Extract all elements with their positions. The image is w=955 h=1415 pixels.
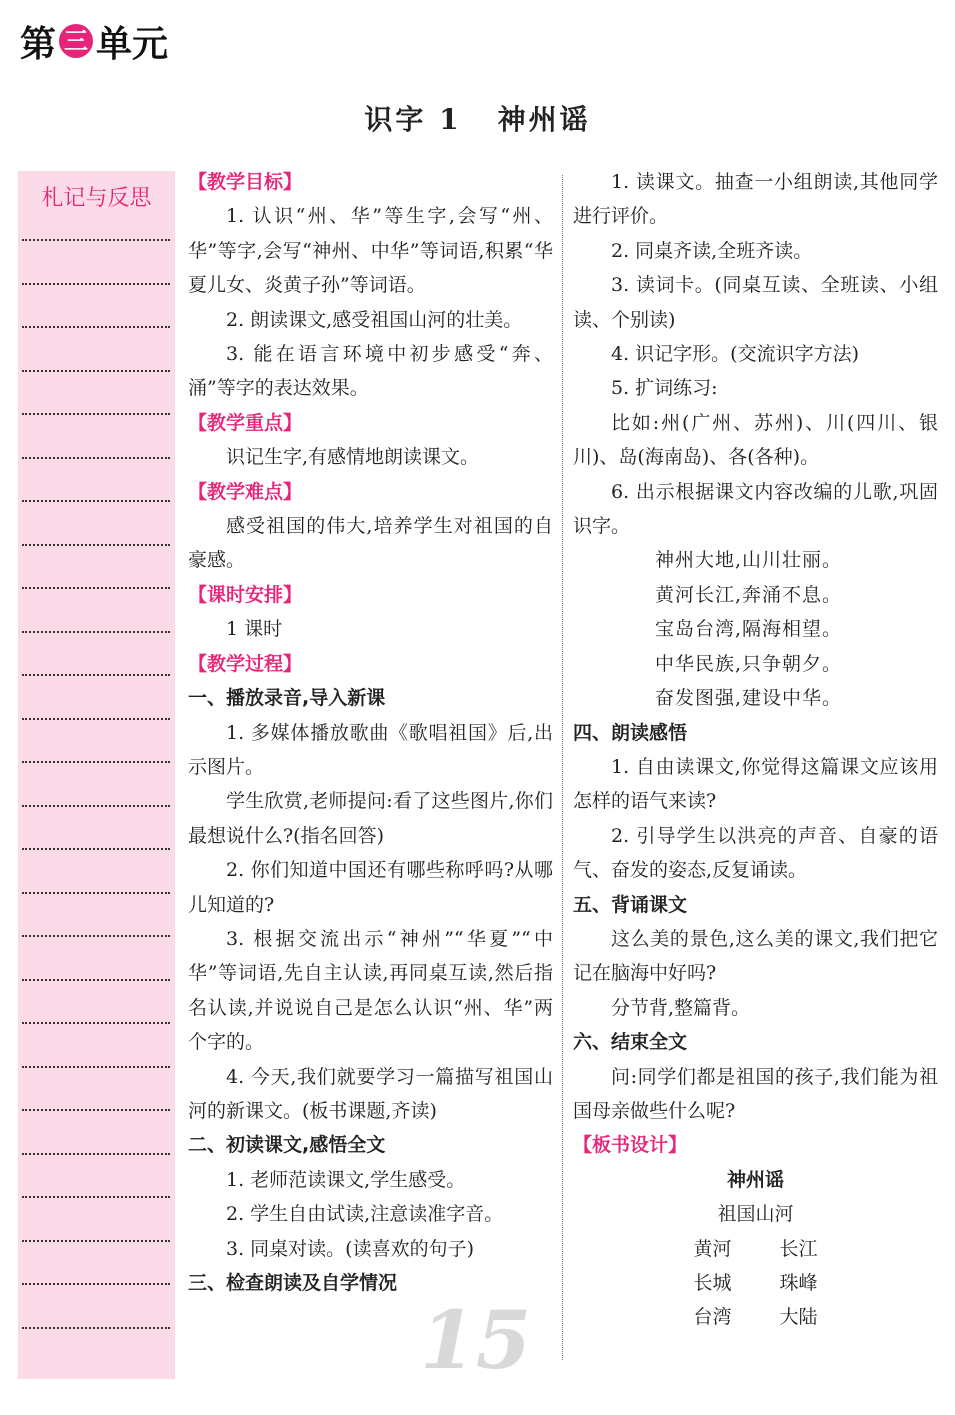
board-cell: 长江	[779, 1237, 818, 1260]
paragraph: 问:同学们都是祖国的孩子,我们能为祖国母亲做些什么呢?	[573, 1065, 938, 1122]
paragraph: 2. 引导学生以洪亮的声音、自豪的语气、奋发的姿态,反复诵读。	[573, 824, 938, 882]
note-line	[22, 544, 170, 546]
note-line	[22, 587, 170, 589]
note-line	[22, 761, 170, 763]
note-line	[22, 457, 170, 459]
lesson-label: 识字 1	[364, 103, 462, 136]
unit-prefix: 第	[20, 23, 57, 65]
notes-sidebar	[18, 171, 175, 1379]
board-row	[573, 1300, 938, 1334]
paragraph: 6. 出示根据课文内容改编的儿歌,巩固识字。	[573, 480, 938, 538]
note-line	[22, 283, 170, 285]
board-row	[573, 1232, 938, 1266]
note-line	[22, 979, 170, 981]
left-column	[188, 165, 553, 1300]
note-line	[22, 1022, 170, 1024]
board-row	[573, 1266, 938, 1300]
right-column	[573, 165, 938, 1335]
column-divider	[562, 175, 563, 1360]
section-label: 【板书设计】	[573, 1134, 688, 1157]
board-cell: 黄河	[693, 1237, 732, 1260]
note-line	[22, 1066, 170, 1068]
lesson-title	[0, 98, 955, 138]
section-label: 【教学重点】	[188, 411, 303, 434]
paragraph: 分节背,整篇背。	[611, 996, 751, 1019]
note-line	[22, 848, 170, 850]
section-heading: 一、播放录音,导入新课	[188, 687, 386, 710]
board-cell: 大陆	[779, 1306, 818, 1329]
paragraph: 3. 根据交流出示“神州”“华夏”“中华”等词语,先自主认读,再同桌互读,然后指名认读,并说说自己是怎么认识“州、华”两个字的。	[188, 927, 553, 1054]
board-design	[573, 1163, 938, 1335]
note-line	[22, 1109, 170, 1111]
unit-number-badge: 三	[59, 24, 93, 58]
section-heading: 二、初读课文,感悟全文	[188, 1134, 386, 1157]
paragraph: 4. 识记字形。(交流识字方法)	[611, 343, 859, 366]
paragraph: 2. 朗读课文,感受祖国山河的壮美。	[226, 308, 523, 331]
section-label: 【教学过程】	[188, 652, 303, 675]
section-heading: 三、检查朗读及自学情况	[188, 1272, 398, 1294]
lesson-name: 神州谣	[497, 103, 591, 136]
paragraph: 识记生字,有感情地朗读课文。	[226, 446, 480, 469]
note-line	[22, 500, 170, 502]
paragraph: 1. 多媒体播放歌曲《歌唱祖国》后,出示图片。	[188, 721, 553, 778]
board-title: 神州谣	[726, 1168, 784, 1191]
board-subtitle: 祖国山河	[717, 1203, 794, 1226]
poem-line: 宝岛台湾,隔海相望。	[655, 618, 843, 641]
note-line	[22, 631, 170, 633]
paragraph: 1 课时	[226, 618, 283, 641]
note-line	[22, 718, 170, 720]
note-line	[22, 326, 170, 328]
paragraph: 3. 读词卡。(同桌互读、全班读、小组读、个别读)	[573, 274, 938, 331]
page-number: 15	[420, 1293, 532, 1387]
paragraph: 2. 学生自由试读,注意读准字音。	[226, 1203, 504, 1226]
paragraph: 感受祖国的伟大,培养学生对祖国的自豪感。	[188, 515, 553, 572]
paragraph: 5. 扩词练习:	[611, 377, 718, 400]
note-line	[22, 1153, 170, 1155]
paragraph: 1. 认识“州、华”等生字,会写“州、华”等字,会写“神州、中华”等词语,积累“华夏儿女、炎黄子孙”等词语。	[188, 205, 553, 297]
section-label: 【教学目标】	[188, 171, 303, 193]
paragraph: 学生欣赏,老师提问:看了这些图片,你们最想说什么?(指名回答)	[188, 790, 553, 847]
poem-line: 黄河长江,奔涌不息。	[655, 583, 843, 606]
section-heading: 六、结束全文	[573, 1031, 688, 1054]
poem-line: 中华民族,只争朝夕。	[655, 652, 843, 675]
board-cell: 台湾	[693, 1306, 732, 1329]
sidebar-title: 札记与反思	[41, 186, 152, 211]
paragraph: 3. 能在语言环境中初步感受“奔、涌”等字的表达效果。	[188, 343, 553, 400]
paragraph: 3. 同桌对读。(读喜欢的句子)	[226, 1237, 474, 1260]
unit-heading	[20, 18, 168, 64]
board-cell: 长城	[693, 1272, 732, 1294]
note-line	[22, 674, 170, 676]
paragraph: 2. 同桌齐读,全班齐读。	[611, 239, 813, 262]
section-heading: 四、朗读感悟	[573, 721, 688, 744]
paragraph: 1. 自由读课文,你觉得这篇课文应该用怎样的语气来读?	[573, 755, 938, 813]
poem-line: 奋发图强,建设中华。	[655, 687, 843, 710]
note-line	[22, 1283, 170, 1285]
paragraph: 比如:州(广州、苏州)、川(四川、银川)、岛(海南岛)、各(各种)。	[573, 411, 938, 469]
note-line	[22, 1240, 170, 1242]
paragraph: 1. 老师范读课文,学生感受。	[226, 1168, 466, 1191]
section-heading: 五、背诵课文	[573, 893, 688, 916]
note-line	[22, 892, 170, 894]
note-line	[22, 413, 170, 415]
paragraph: 这么美的景色,这么美的课文,我们把它记在脑海中好吗?	[573, 927, 938, 985]
poem-line: 神州大地,山川壮丽。	[655, 549, 843, 572]
section-label: 【课时安排】	[188, 583, 303, 606]
note-line	[22, 1196, 170, 1198]
paragraph: 2. 你们知道中国还有哪些称呼吗?从哪儿知道的?	[188, 859, 553, 916]
paragraph: 1. 读课文。抽查一小组朗读,其他同学进行评价。	[573, 171, 938, 228]
note-line	[22, 935, 170, 937]
section-label: 【教学难点】	[188, 480, 303, 503]
unit-suffix: 单元	[96, 23, 169, 65]
note-line	[22, 1327, 170, 1329]
board-cell: 珠峰	[779, 1272, 818, 1294]
note-line	[22, 239, 170, 241]
paragraph: 4. 今天,我们就要学习一篇描写祖国山河的新课文。(板书课题,齐读)	[188, 1065, 553, 1122]
note-line	[22, 805, 170, 807]
note-line	[22, 370, 170, 372]
